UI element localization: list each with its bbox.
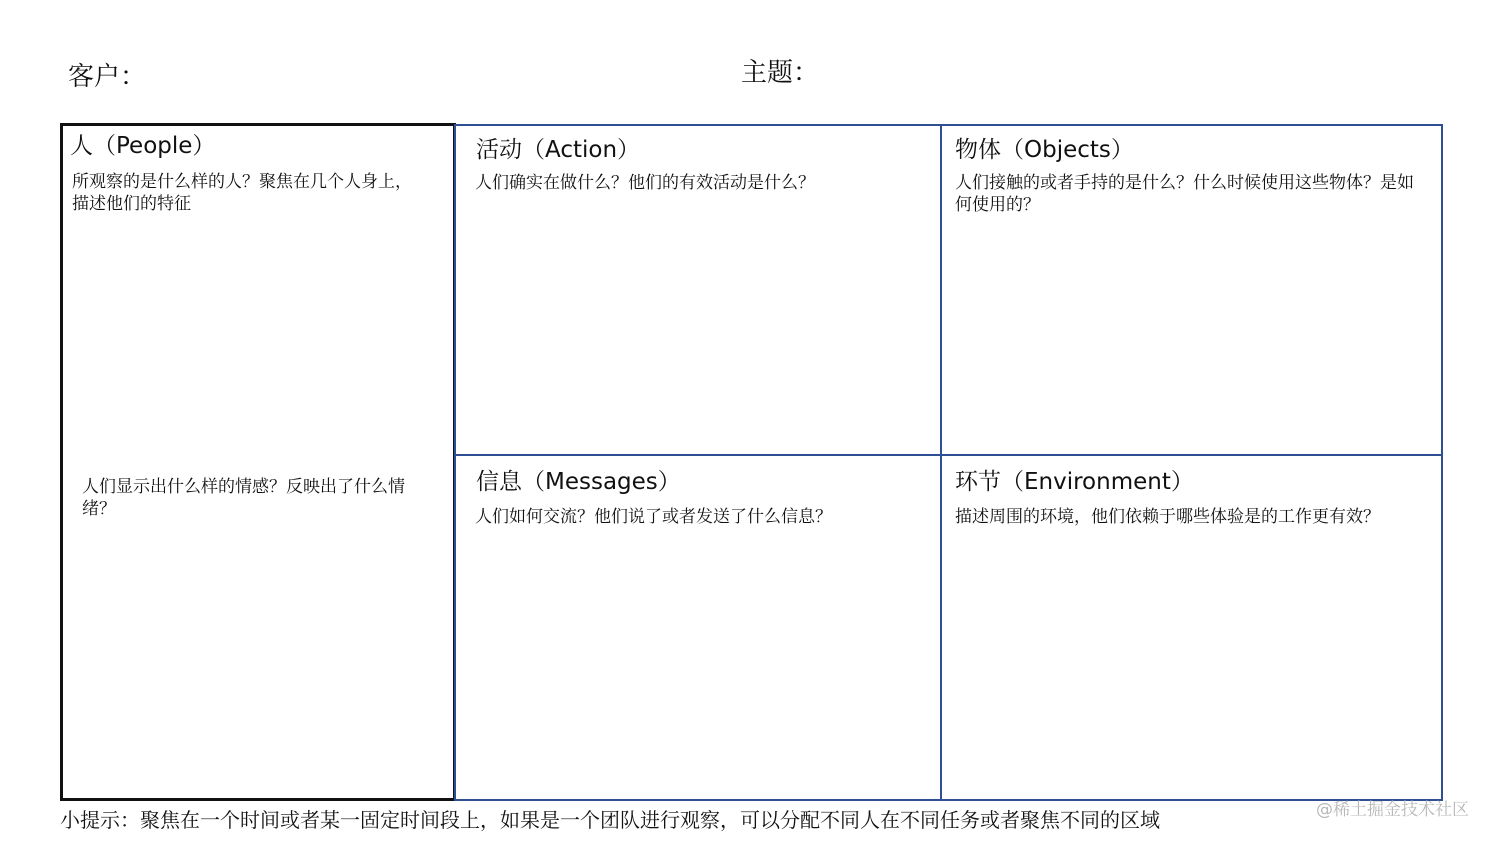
people-box bbox=[60, 123, 456, 801]
environment-title: 环节（Environment） bbox=[955, 469, 1194, 495]
objects-box bbox=[940, 124, 1443, 456]
objects-question: 人们接触的或者手持的是什么？什么时候使用这些物体？是如何使用的？ bbox=[955, 173, 1414, 215]
environment-question: 描述周围的环境，他们依赖于哪些体验是的工作更有效？ bbox=[955, 507, 1380, 527]
messages-title: 信息（Messages） bbox=[476, 469, 681, 495]
environment-box bbox=[940, 454, 1443, 801]
objects-title: 物体（Objects） bbox=[955, 137, 1134, 163]
customer-label: 客户： bbox=[68, 62, 147, 92]
people-question-1: 所观察的是什么样的人？聚焦在几个人身上，描述他们的特征 bbox=[72, 172, 412, 214]
action-title: 活动（Action） bbox=[476, 137, 641, 163]
messages-box bbox=[454, 454, 942, 801]
people-question-2: 人们显示出什么样的情感？反映出了什么情绪？ bbox=[82, 477, 405, 519]
people-title: 人（People） bbox=[70, 133, 216, 159]
action-box bbox=[454, 124, 942, 456]
topic-label: 主题： bbox=[741, 58, 820, 88]
action-question: 人们确实在做什么？他们的有效活动是什么？ bbox=[475, 173, 815, 193]
messages-question: 人们如何交流？他们说了或者发送了什么信息？ bbox=[475, 507, 832, 527]
footer-tip: 小提示：聚焦在一个时间或者某一固定时间段上，如果是一个团队进行观察，可以分配不同人在不同任务或者聚焦不同的区域 bbox=[60, 808, 1160, 832]
watermark: @稀土掘金技术社区 bbox=[1316, 800, 1469, 820]
